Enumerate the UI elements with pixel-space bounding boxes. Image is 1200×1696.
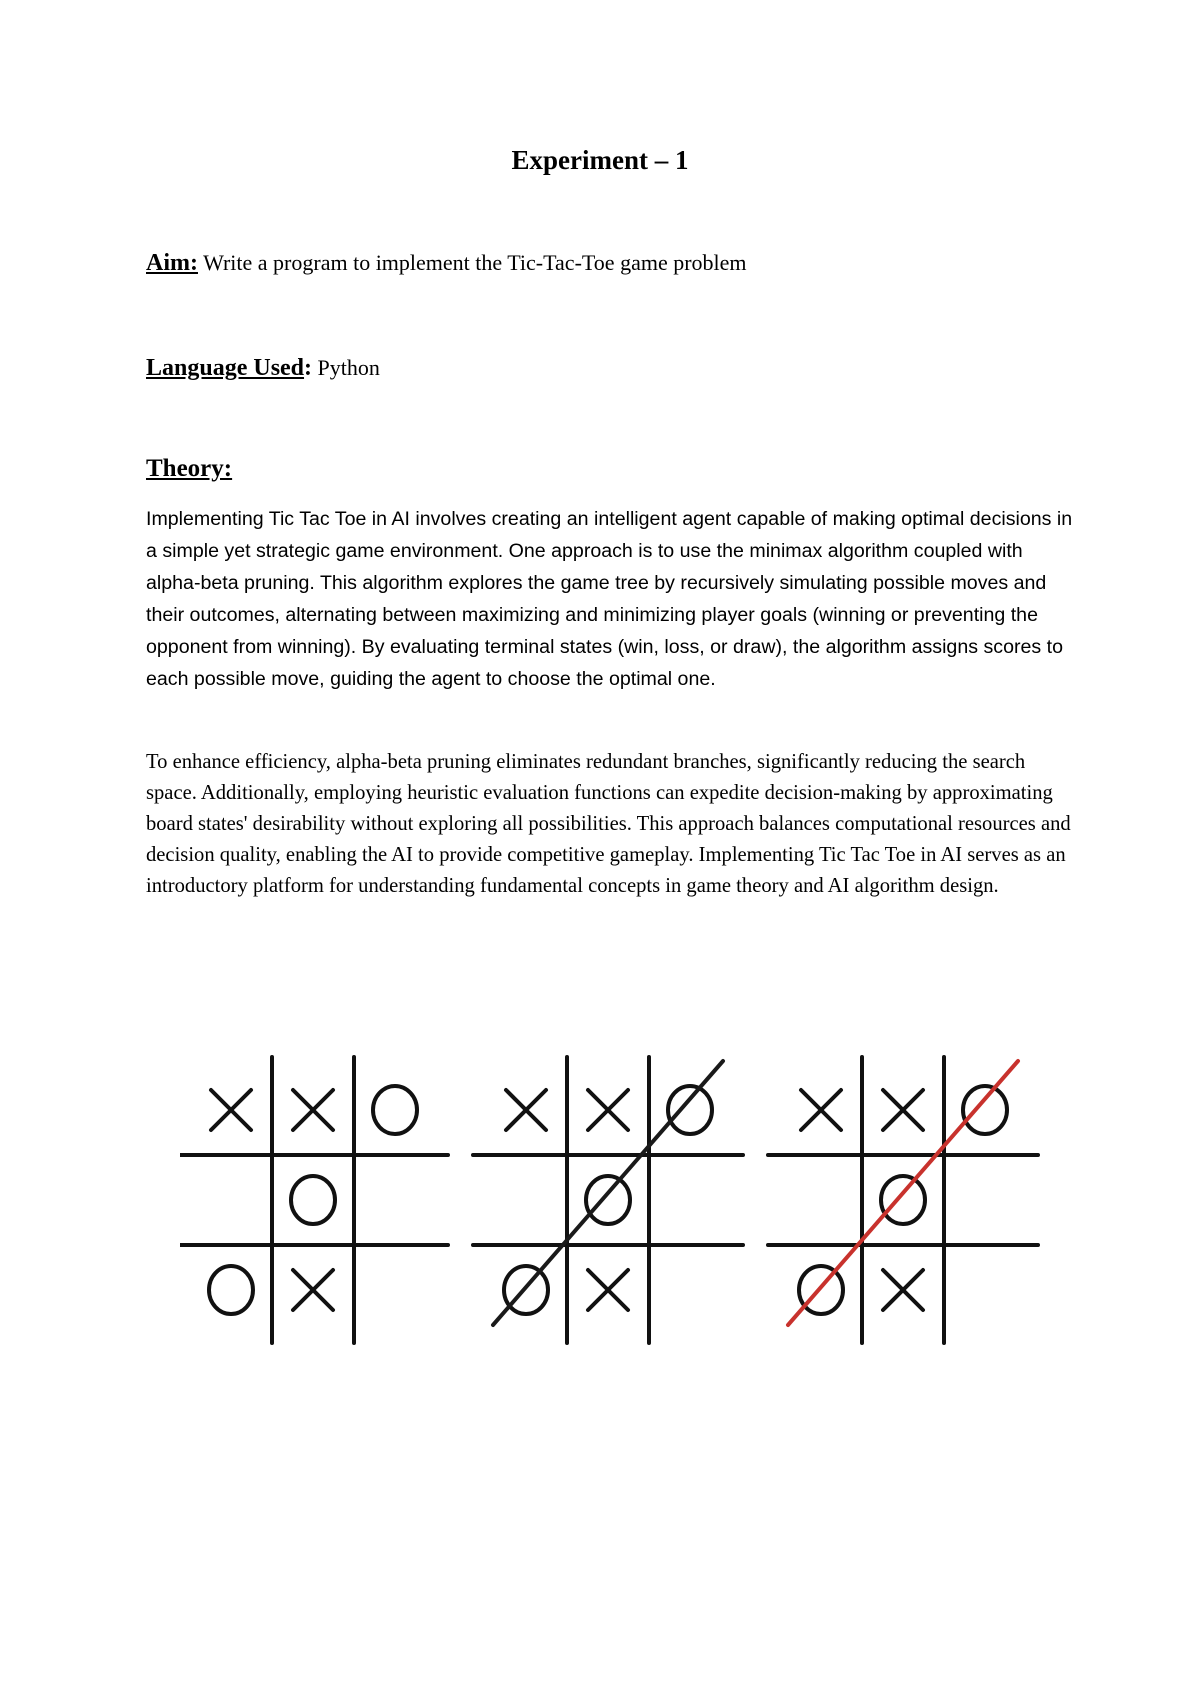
o-mark: [209, 1266, 253, 1314]
aim-label: Aim:: [146, 250, 198, 276]
aim-text: Write a program to implement the Tic-Tac-Toe game problem: [203, 250, 747, 275]
theory-paragraph-2: To enhance efficiency, alpha-beta pruning eliminates redundant branches, significantly reducing the search space. Additionally, employing heuristic evaluation functions can expedite decision-making by approximating board states' desirability without exploring all possibilities. This approach balances computational resources and decision quality, enabling the AI to provide competitive gameplay. Implementing Tic Tac Toe in AI serves as an introductory platform for understanding fundamental concepts in game theory and AI algorithm design.: [146, 751, 1071, 897]
board-2: [473, 1057, 743, 1343]
language-line: [146, 355, 380, 382]
board-1: [180, 1057, 448, 1343]
o-mark: [291, 1176, 335, 1224]
language-colon: :: [304, 355, 313, 381]
o-mark: [668, 1086, 712, 1134]
theory-paragraph-1: Implementing Tic Tac Toe in AI involves creating an intelligent agent capable of making optimal decisions in a simple yet strategic game environment. One approach is to use the minimax algorithm coupled with alpha-beta pruning. This algorithm explores the game tree by recursively simulating possible moves and their outcomes, alternating between maximizing and minimizing player goals (winning or preventing the opponent from winning). By evaluating terminal states (win, loss, or draw), the algorithm assigns scores to each possible move, guiding the agent to choose the optimal one.: [146, 508, 1073, 690]
tic-tac-toe-illustration: [180, 1055, 1080, 1355]
board-3: [768, 1057, 1038, 1343]
page-title: Experiment – 1: [511, 145, 689, 175]
theory-heading: Theory:: [146, 455, 233, 482]
aim-line: [146, 250, 747, 277]
o-mark: [373, 1086, 417, 1134]
o-mark: [881, 1176, 925, 1224]
o-mark: [586, 1176, 630, 1224]
win-strike-line: [493, 1061, 723, 1325]
win-strike-line: [788, 1061, 1018, 1325]
o-mark: [963, 1086, 1007, 1134]
language-value: Python: [317, 355, 380, 380]
language-label: Language Used: [146, 355, 305, 381]
